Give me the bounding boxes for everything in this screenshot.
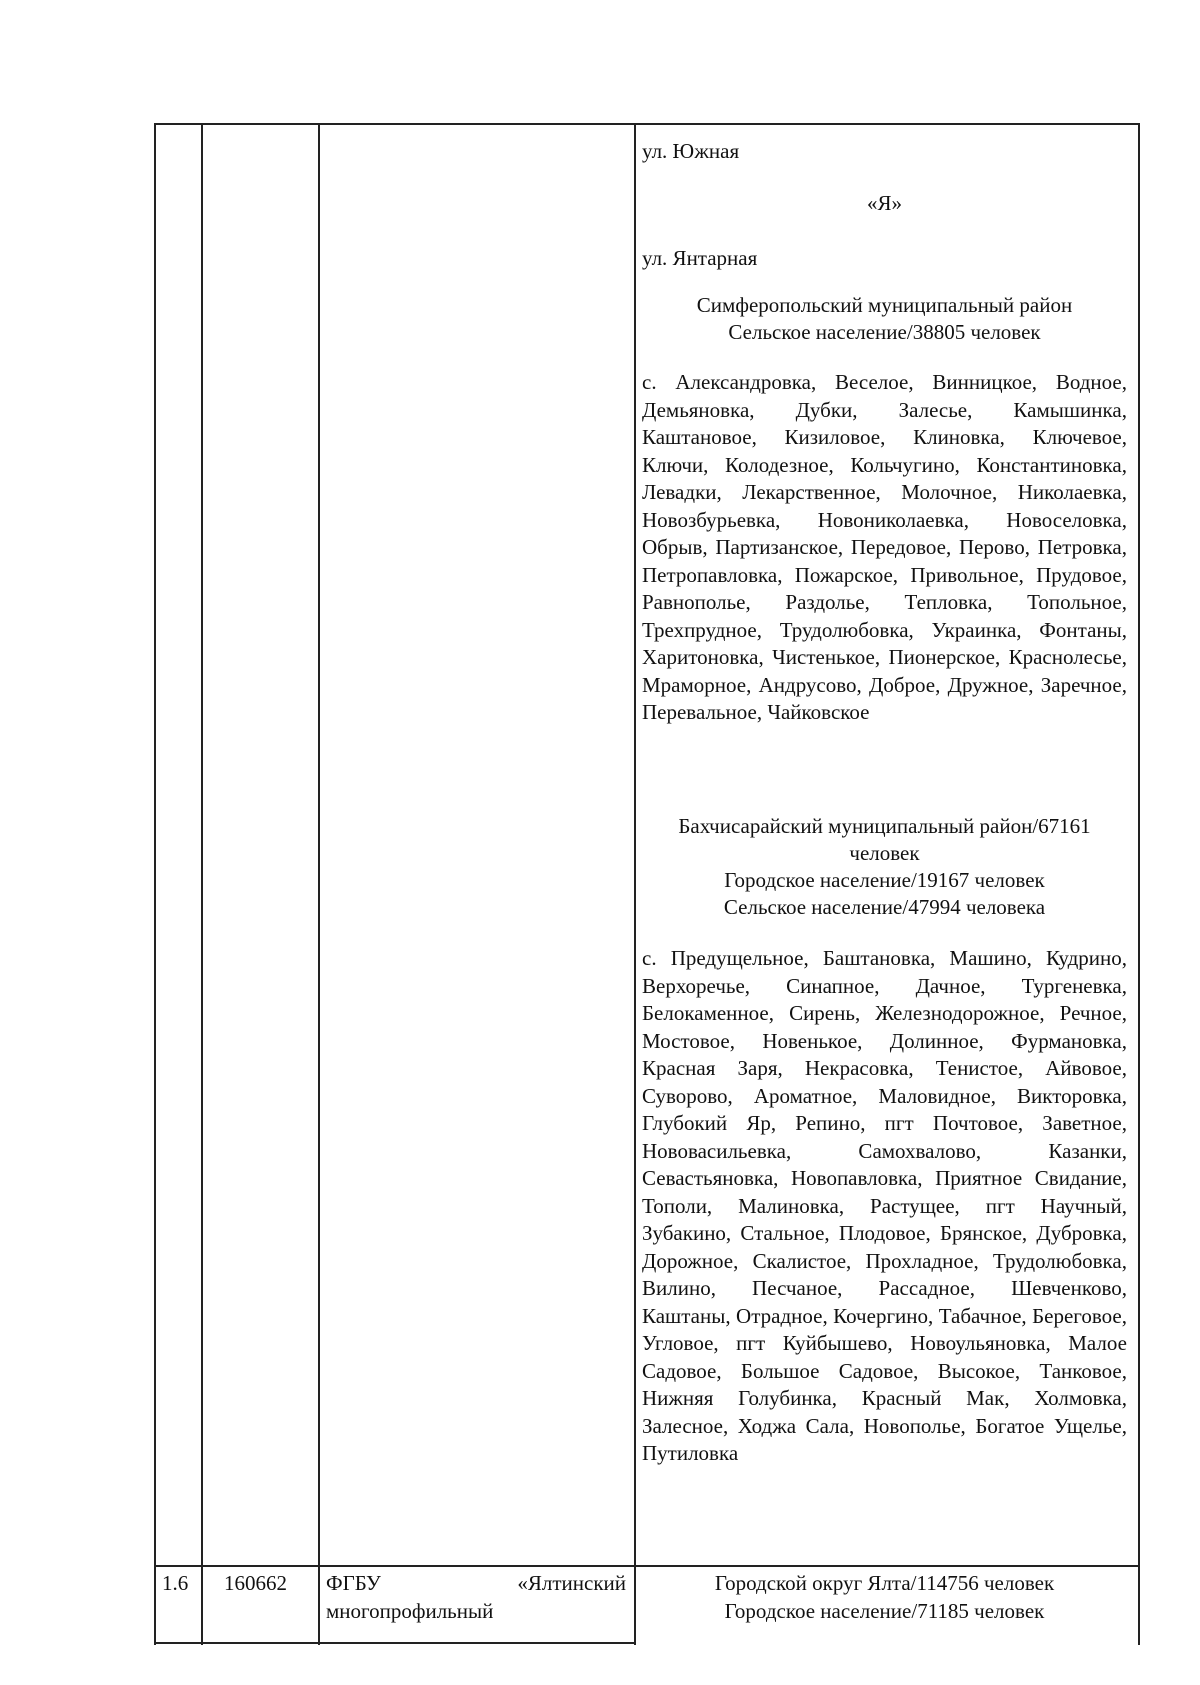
row-organization-line-1: [326, 1569, 626, 1597]
simferopol-district-heading: [642, 292, 1127, 346]
simferopol-district-title: Симферопольский муниципальный район: [696, 293, 1073, 317]
yalta-district-total: Городской округ Ялта/114756 человек: [714, 1571, 1055, 1595]
table-border-left: [154, 125, 156, 1645]
column-divider-2: [318, 125, 320, 1645]
bakhchisarai-rural-population: Сельское население/47994 человека: [723, 895, 1046, 919]
bakhchisarai-district-heading: [642, 813, 1127, 921]
column-divider-3: [634, 125, 636, 1645]
row-bottom-border: [154, 1642, 636, 1644]
organization-name-start: «Ялтинский: [517, 1571, 626, 1595]
column-divider-1: [201, 125, 203, 1645]
street-yantarnaya: ул. Янтарная: [642, 246, 758, 270]
bakhchisarai-district-title-line-1: Бахчисарайский муниципальный район/67161: [678, 814, 1091, 838]
row-organization: [326, 1569, 626, 1625]
simferopol-settlements: с. Александровка, Веселое, Винницкое, Водное, Демьяновка, Дубки, Залесье, Камышинка, Каштановое, Кизиловое, Клиновка, Ключевое, Ключи, Колодезное, Кольчугино, Константиновка, Левадки, Лекарственное, Молочное, Николаевка, Новозбурьевка, Новониколаевка, Новоселовка, Обрыв, Партизанское, Передовое, Перово, Петровка, Петропавловка, Пожарское, Привольное, Прудовое, Равнополье, Раздолье, Тепловка, Топольное, Трехпрудное, Трудолюбовка, Украинка, Фонтаны, Харитоновка, Чистенькое, Пионерское, Краснолесье, Мраморное, Андрусово, Доброе, Дружное, Заречное, Перевальное, Чайковское: [642, 370, 1127, 724]
row-district: [642, 1569, 1127, 1625]
bakhchisarai-settlements: с. Предущельное, Баштановка, Машино, Кудрино, Верхоречье, Синапное, Дачное, Тургеневка, Белокаменное, Сирень, Железнодорожное, Речное, Мостовое, Новенькое, Долинное, Фурмановка, Красная Заря, Некрасовка, Тенистое, Айвовое, Суворово, Ароматное, Маловидное, Викторовка, Глубокий Яр, Репино, пгт Почтовое, Заветное, Нововасильевка, Самохвалово, Казанки, Севастьяновка, Новопавловка, Приятное Свидание, Тополи, Малиновка, Растущее, пгт Научный, Зубакино, Стальное, Плодовое, Брянское, Дубровка, Дорожное, Скалистое, Прохладное, Трудолюбовка, Вилино, Песчаное, Рассадное, Шевченково, Каштаны, Отрадное, Кочергино, Табачное, Береговое, Угловое, пгт Куйбышево, Новоульяновка, Малое Садовое, Большое Садовое, Высокое, Танковое, Нижняя Голубинка, Красный Мак, Холмовка, Залесное, Ходжа Сала, Новополье, Богатое Ущелье, Путиловка: [642, 946, 1127, 1465]
letter-heading: «Я»: [866, 191, 902, 215]
row-divider: [154, 1565, 1140, 1567]
bakhchisarai-district-title-line-2: человек: [849, 841, 920, 865]
bakhchisarai-urban-population: Городское население/19167 человек: [724, 868, 1045, 892]
simferopol-district-population: Сельское население/38805 человек: [728, 320, 1041, 344]
yalta-urban-population: Городское население/71185 человек: [724, 1599, 1045, 1623]
row-organization-line-2: многопрофильный: [326, 1599, 494, 1623]
organization-type: ФГБУ: [326, 1571, 381, 1595]
row-code: 160662: [224, 1571, 287, 1595]
street-yuzhnaya: ул. Южная: [642, 139, 740, 163]
table-border-right: [1138, 125, 1140, 1645]
row-number: 1.6: [162, 1571, 189, 1595]
data-table: [154, 123, 1140, 1645]
